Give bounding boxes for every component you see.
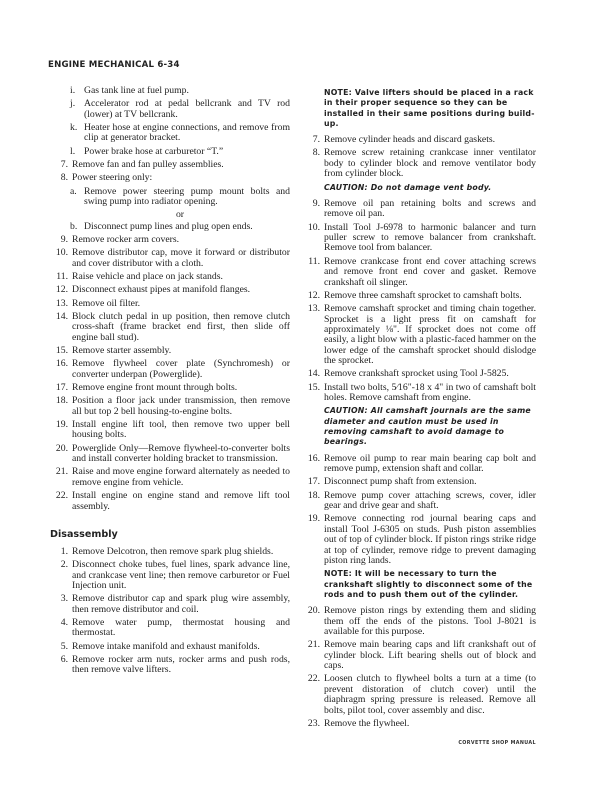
list-item: [50, 346, 290, 356]
list-item: [50, 444, 290, 465]
list-item: [302, 606, 536, 637]
item-text: Remove oil pump to rear main bearing cap bolt and remove pump, extension shaft and collar.: [324, 452, 536, 475]
list-item: [302, 719, 536, 729]
item-text: Remove connecting rod journal bearing caps and install Tool J-6305 on studs. Push piston assemblies out of top of cylinder block. If piston rings strike ridge at top of cylinder, remove ridge to prevent damaging piston ring lands.: [324, 513, 536, 566]
item-text: Raise vehicle and place on jack stands.: [72, 271, 223, 282]
item-number: 1.: [60, 545, 68, 557]
disassembly-steps-c: [302, 199, 536, 404]
list-item: [50, 655, 290, 676]
list-step8: [50, 173, 290, 183]
item-number: 16.: [307, 452, 320, 464]
or-text: or: [175, 209, 185, 221]
item-number: 22.: [55, 490, 68, 502]
list-item: [302, 454, 536, 475]
item-number: 11.: [56, 271, 68, 282]
item-number: 9.: [312, 197, 320, 209]
list-item: [50, 160, 290, 170]
sublist-8b: [50, 222, 290, 232]
list-item: [50, 272, 290, 282]
item-text: Heater hose at engine connections, and remove from clip at generator bracket.: [84, 122, 290, 144]
disassembly-steps-b: [302, 135, 536, 180]
item-text: Power steering only:: [72, 172, 153, 184]
item-text: Remove distributor cap and spark plug wire assembly, then remove distributor and coil.: [72, 593, 290, 615]
list-item: [70, 187, 290, 208]
item-text: Disconnect pump shaft from extension.: [324, 476, 477, 488]
item-number: 4.: [60, 617, 68, 629]
item-text: Remove rocker arm nuts, rocker arms and push rods, then remove valve lifters.: [72, 654, 290, 676]
item-text: Remove the flywheel.: [324, 717, 410, 729]
item-text: Remove oil filter.: [72, 297, 141, 309]
list-item: [50, 383, 290, 393]
caution-camshaft: CAUTION: All camshaft journals are the same diameter and caution must be used in removing camshaft to avoid damage to bearings.: [324, 406, 531, 447]
list-item: [50, 173, 290, 183]
disassembly-steps-a: [50, 547, 290, 676]
item-number: 6.: [60, 654, 68, 666]
list-item: [50, 491, 290, 512]
list-item: [70, 222, 290, 232]
item-text: Remove pump cover attaching screws, cover, idler gear and drive gear and shaft.: [324, 489, 536, 512]
item-text: Install engine on engine stand and remove lift tool assembly.: [72, 490, 290, 512]
item-text: Block clutch pedal in up position, then remove clutch cross-shaft (frame bracket end first, then slide off engine ball stud).: [72, 310, 290, 343]
list-item: [302, 223, 536, 254]
list-item: [302, 477, 536, 487]
list-item: [50, 248, 290, 269]
item-text: Remove screw retaining crankcase inner ventilator body to cylinder block and remove ventilator body from cylinder block.: [324, 147, 536, 180]
item-number: 11.: [308, 255, 320, 267]
item-number: 10.: [55, 247, 68, 259]
list-item: [302, 491, 536, 512]
item-number: l.: [70, 145, 76, 157]
item-number: 22.: [307, 673, 320, 685]
footer-manual-title: CORVETTE SHOP MANUAL: [458, 741, 536, 747]
list-item: [50, 547, 290, 557]
item-number: 18.: [307, 489, 320, 501]
item-number: 14.: [55, 310, 68, 322]
item-number: 8.: [312, 147, 320, 159]
list-item: [50, 396, 290, 417]
item-text: Accelerator rod at pedal bellcrank and TV rod (lower) at TV bellcrank.: [84, 98, 290, 120]
item-number: 14.: [307, 368, 320, 380]
item-number: 13.: [307, 303, 320, 315]
list-item: [302, 640, 536, 671]
item-text: Remove power steering pump mount bolts and swing pump into radiator opening.: [84, 185, 290, 207]
item-number: 19.: [55, 419, 68, 430]
item-number: 23.: [307, 717, 320, 729]
item-number: 13.: [55, 297, 68, 309]
item-number: a.: [70, 185, 77, 197]
item-number: 19.: [307, 513, 320, 525]
list-item: [50, 285, 290, 295]
item-number: k.: [70, 122, 78, 133]
item-text: Disconnect choke tubes, fuel lines, spark advance line, and crankcase vent line; then remove carburetor or Fuel Injection unit.: [72, 559, 290, 592]
item-number: 15.: [55, 345, 68, 356]
disassembly-steps-e: [302, 606, 536, 729]
item-text: Remove engine front mount through bolts.: [72, 382, 238, 393]
list-item: [302, 199, 536, 220]
item-number: 20.: [55, 442, 68, 454]
item-number: 9.: [60, 234, 68, 245]
item-number: 21.: [307, 639, 320, 651]
item-text: Remove water pump, thermostat housing and thermostat.: [72, 617, 290, 639]
list-item: [302, 369, 536, 379]
item-text: Disconnect pump lines and plug open ends.: [84, 220, 253, 232]
list-step7: [50, 160, 290, 170]
item-text: Install Tool J-6978 to harmonic balancer and turn puller screw to remove balancer from crankshaft. Remove tool from balancer.: [324, 221, 536, 254]
item-text: Remove piston rings by extending them and sliding them off the ends of the pistons. Tool J-8021 is available for this purpose.: [324, 605, 536, 637]
item-text: Remove fan and fan pulley assemblies.: [72, 159, 224, 170]
list-item: [70, 147, 290, 157]
item-text: Loosen clutch to flywheel bolts a turn at a time (to prevent distoration of clutch cover) until the diaphragm spring pressure is released. Remove all bolts, pilot tool, cover assembly and disc.: [324, 673, 536, 716]
item-number: 8.: [60, 172, 68, 184]
sublist-1: [50, 86, 290, 157]
item-text: Remove intake manifold and exhaust manifolds.: [72, 640, 260, 652]
item-number: 15.: [307, 381, 320, 393]
list-item: [50, 299, 290, 309]
item-number: 16.: [55, 358, 68, 370]
item-number: 21.: [55, 466, 68, 478]
list-item: [302, 257, 536, 288]
item-number: 18.: [55, 395, 68, 407]
item-number: 17.: [307, 476, 320, 488]
item-text: Remove distributor cap, move it forward or distributor and cover distributor with a cloth.: [72, 247, 290, 269]
item-text: Remove oil pan retaining bolts and screws and remove oil pan.: [324, 197, 536, 220]
item-text: Remove three camshaft sprocket to camshaft bolts.: [324, 289, 522, 301]
list-item: [50, 560, 290, 591]
list-item: [70, 86, 290, 96]
item-text: Remove crankshaft sprocket using Tool J-5825.: [324, 368, 509, 380]
item-number: 7.: [312, 134, 320, 146]
removal-steps: [50, 235, 290, 512]
item-number: 12.: [55, 284, 68, 296]
item-number: 20.: [307, 605, 320, 617]
item-number: i.: [70, 85, 76, 96]
page-header: ENGINE MECHANICAL 6-34: [48, 60, 180, 70]
item-text: Disconnect exhaust pipes at manifold flanges.: [72, 284, 251, 296]
item-text: Powerglide Only—Remove flywheel-to-converter bolts and install converter holding bracket to transmission.: [72, 442, 290, 465]
list-item: [50, 594, 290, 615]
list-item: [302, 291, 536, 301]
list-item: [50, 618, 290, 639]
item-text: Remove rocker arm covers.: [72, 234, 180, 245]
item-number: 3.: [60, 593, 68, 605]
item-text: Power brake hose at carburetor “T.”: [84, 145, 224, 157]
right-column: [302, 86, 536, 747]
item-number: 2.: [60, 559, 68, 571]
item-number: 17.: [55, 382, 68, 393]
item-number: 5.: [60, 640, 68, 652]
list-item: [302, 148, 536, 179]
item-number: b.: [70, 220, 78, 232]
list-item: [50, 420, 290, 441]
list-item: [50, 235, 290, 245]
caution-vent-body: CAUTION: Do not damage vent body.: [324, 182, 492, 192]
list-item: [302, 304, 536, 366]
note-crankshaft: NOTE: It will be necessary to turn the crankshaft slightly to disconnect some of the rods and to push them out of the cylinder.: [324, 569, 533, 599]
list-item: [70, 123, 290, 144]
item-number: j.: [70, 98, 76, 110]
item-text: Remove crankcase front end cover attaching screws and remove front end cover and gasket. Remove crankshaft oil slinger.: [324, 255, 536, 288]
list-item: [302, 674, 536, 716]
item-text: Gas tank line at fuel pump.: [84, 85, 189, 96]
item-number: 12.: [307, 289, 320, 301]
left-column: [50, 86, 290, 679]
item-text: Remove Delcotron, then remove spark plug shields.: [72, 545, 274, 557]
list-item: [50, 642, 290, 652]
item-text: Install engine lift tool, then remove two upper bell housing bolts.: [72, 419, 290, 441]
list-item: [50, 359, 290, 380]
item-text: Remove starter assembly.: [72, 345, 172, 356]
list-item: [302, 383, 536, 404]
list-item: [50, 312, 290, 343]
item-text: Remove main bearing caps and lift crankshaft out of cylinder block. Lift bearing shells out of block and caps.: [324, 639, 536, 672]
item-text: Remove cylinder heads and discard gaskets.: [324, 134, 496, 146]
item-text: Raise and move engine forward alternately as needed to remove engine from vehicle.: [72, 466, 290, 488]
list-item: [302, 135, 536, 145]
item-text: Remove flywheel cover plate (Synchromesh) or converter underpan (Powerglide).: [72, 358, 290, 380]
section-heading-disassembly: Disassembly: [50, 528, 118, 540]
disassembly-steps-d: [302, 454, 536, 567]
sublist-8a: [50, 187, 290, 208]
item-text: Remove camshaft sprocket and timing chain together. Sprocket is a light press fit on camshaft for approximately ⅛". If sprocket does not come off easily, a light blow with a plastic-faced hammer on the lower edge of the camshaft sprocket should dislodge the sprocket.: [324, 303, 536, 367]
list-item: [302, 514, 536, 566]
item-number: 7.: [60, 159, 68, 170]
list-item: [50, 467, 290, 488]
item-text: Position a floor jack under transmission, then remove all but top 2 bell housing-to-engine bolts.: [72, 395, 290, 417]
note-valve-lifters: NOTE: Valve lifters should be placed in a rack in their proper sequence so they can be installed in their same positions during build-up.: [324, 88, 535, 128]
item-number: 10.: [307, 221, 320, 233]
list-item: [70, 99, 290, 120]
item-text: Install two bolts, 5⁄16"-18 x 4" in two of camshaft bolt holes. Remove camshaft from engine.: [324, 381, 536, 404]
